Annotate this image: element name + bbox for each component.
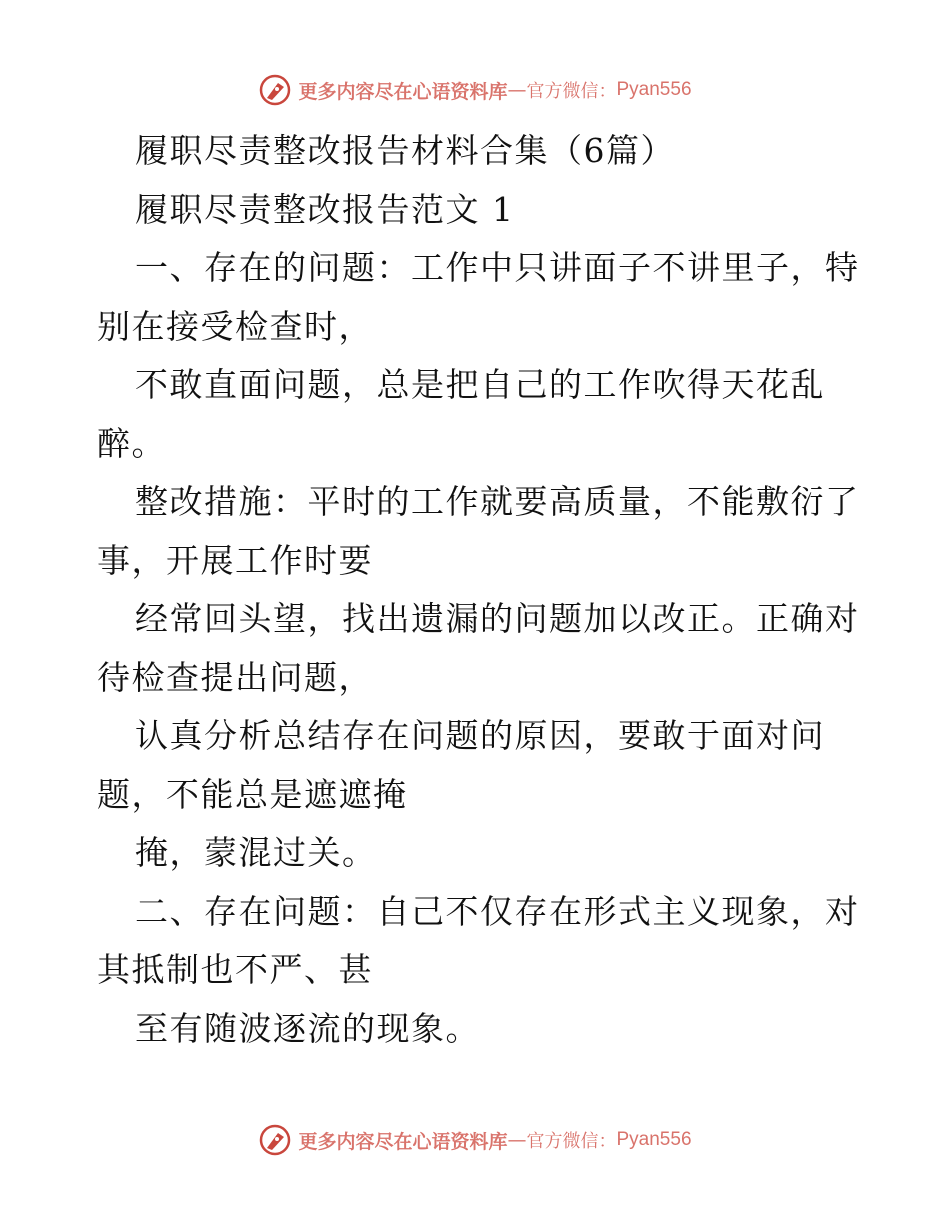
watermark-label: 官方微信：: [526, 81, 617, 102]
document-line: 掩，蒙混过关。: [135, 833, 377, 872]
document-line: 认真分析总结存在问题的原因，要敢于面对问: [135, 716, 825, 755]
watermark-brand: 更多内容尽在心语资料库: [298, 80, 508, 103]
watermark-separator: —: [507, 1129, 527, 1151]
watermark-label: 官方微信：: [526, 1131, 617, 1152]
document-line: 履职尽责整改报告材料合集（6篇）: [135, 131, 675, 170]
document-line: 题，不能总是遮遮掩: [97, 774, 408, 814]
watermark-brand: 更多内容尽在心语资料库: [298, 1130, 508, 1153]
document-line: 整改措施：平时的工作就要高质量，不能敷衍了: [135, 482, 860, 521]
document-line: 二、存在问题：自己不仅存在形式主义现象，对: [135, 891, 860, 931]
footer-watermark: [0, 1120, 950, 1160]
document-line: 待检查提出问题，: [97, 657, 373, 697]
pen-nib-logo-icon: [258, 73, 292, 107]
watermark-handle: Pyan556: [616, 79, 692, 100]
document-line: 事，开展工作时要: [97, 540, 373, 580]
document-line: 别在接受检查时，: [97, 306, 373, 346]
document-line: 不敢直面问题，总是把自己的工作吹得天花乱: [135, 365, 825, 404]
document-line: 其抵制也不严、甚: [97, 950, 373, 989]
document-line: 经常回头望，找出遗漏的问题加以改正。正确对: [135, 599, 860, 638]
watermark-separator: —: [507, 79, 527, 101]
document-line: 履职尽责整改报告范文 1: [135, 189, 515, 229]
watermark-handle: Pyan556: [616, 1129, 692, 1150]
document-line: 至有随波逐流的现象。: [135, 1008, 480, 1048]
document-line: 醉。: [97, 423, 166, 463]
pen-nib-logo-icon: [258, 1123, 292, 1157]
document-line: 一、存在的问题：工作中只讲面子不讲里子，特: [135, 248, 860, 287]
document-body: [97, 122, 860, 1058]
header-watermark: [0, 70, 950, 110]
